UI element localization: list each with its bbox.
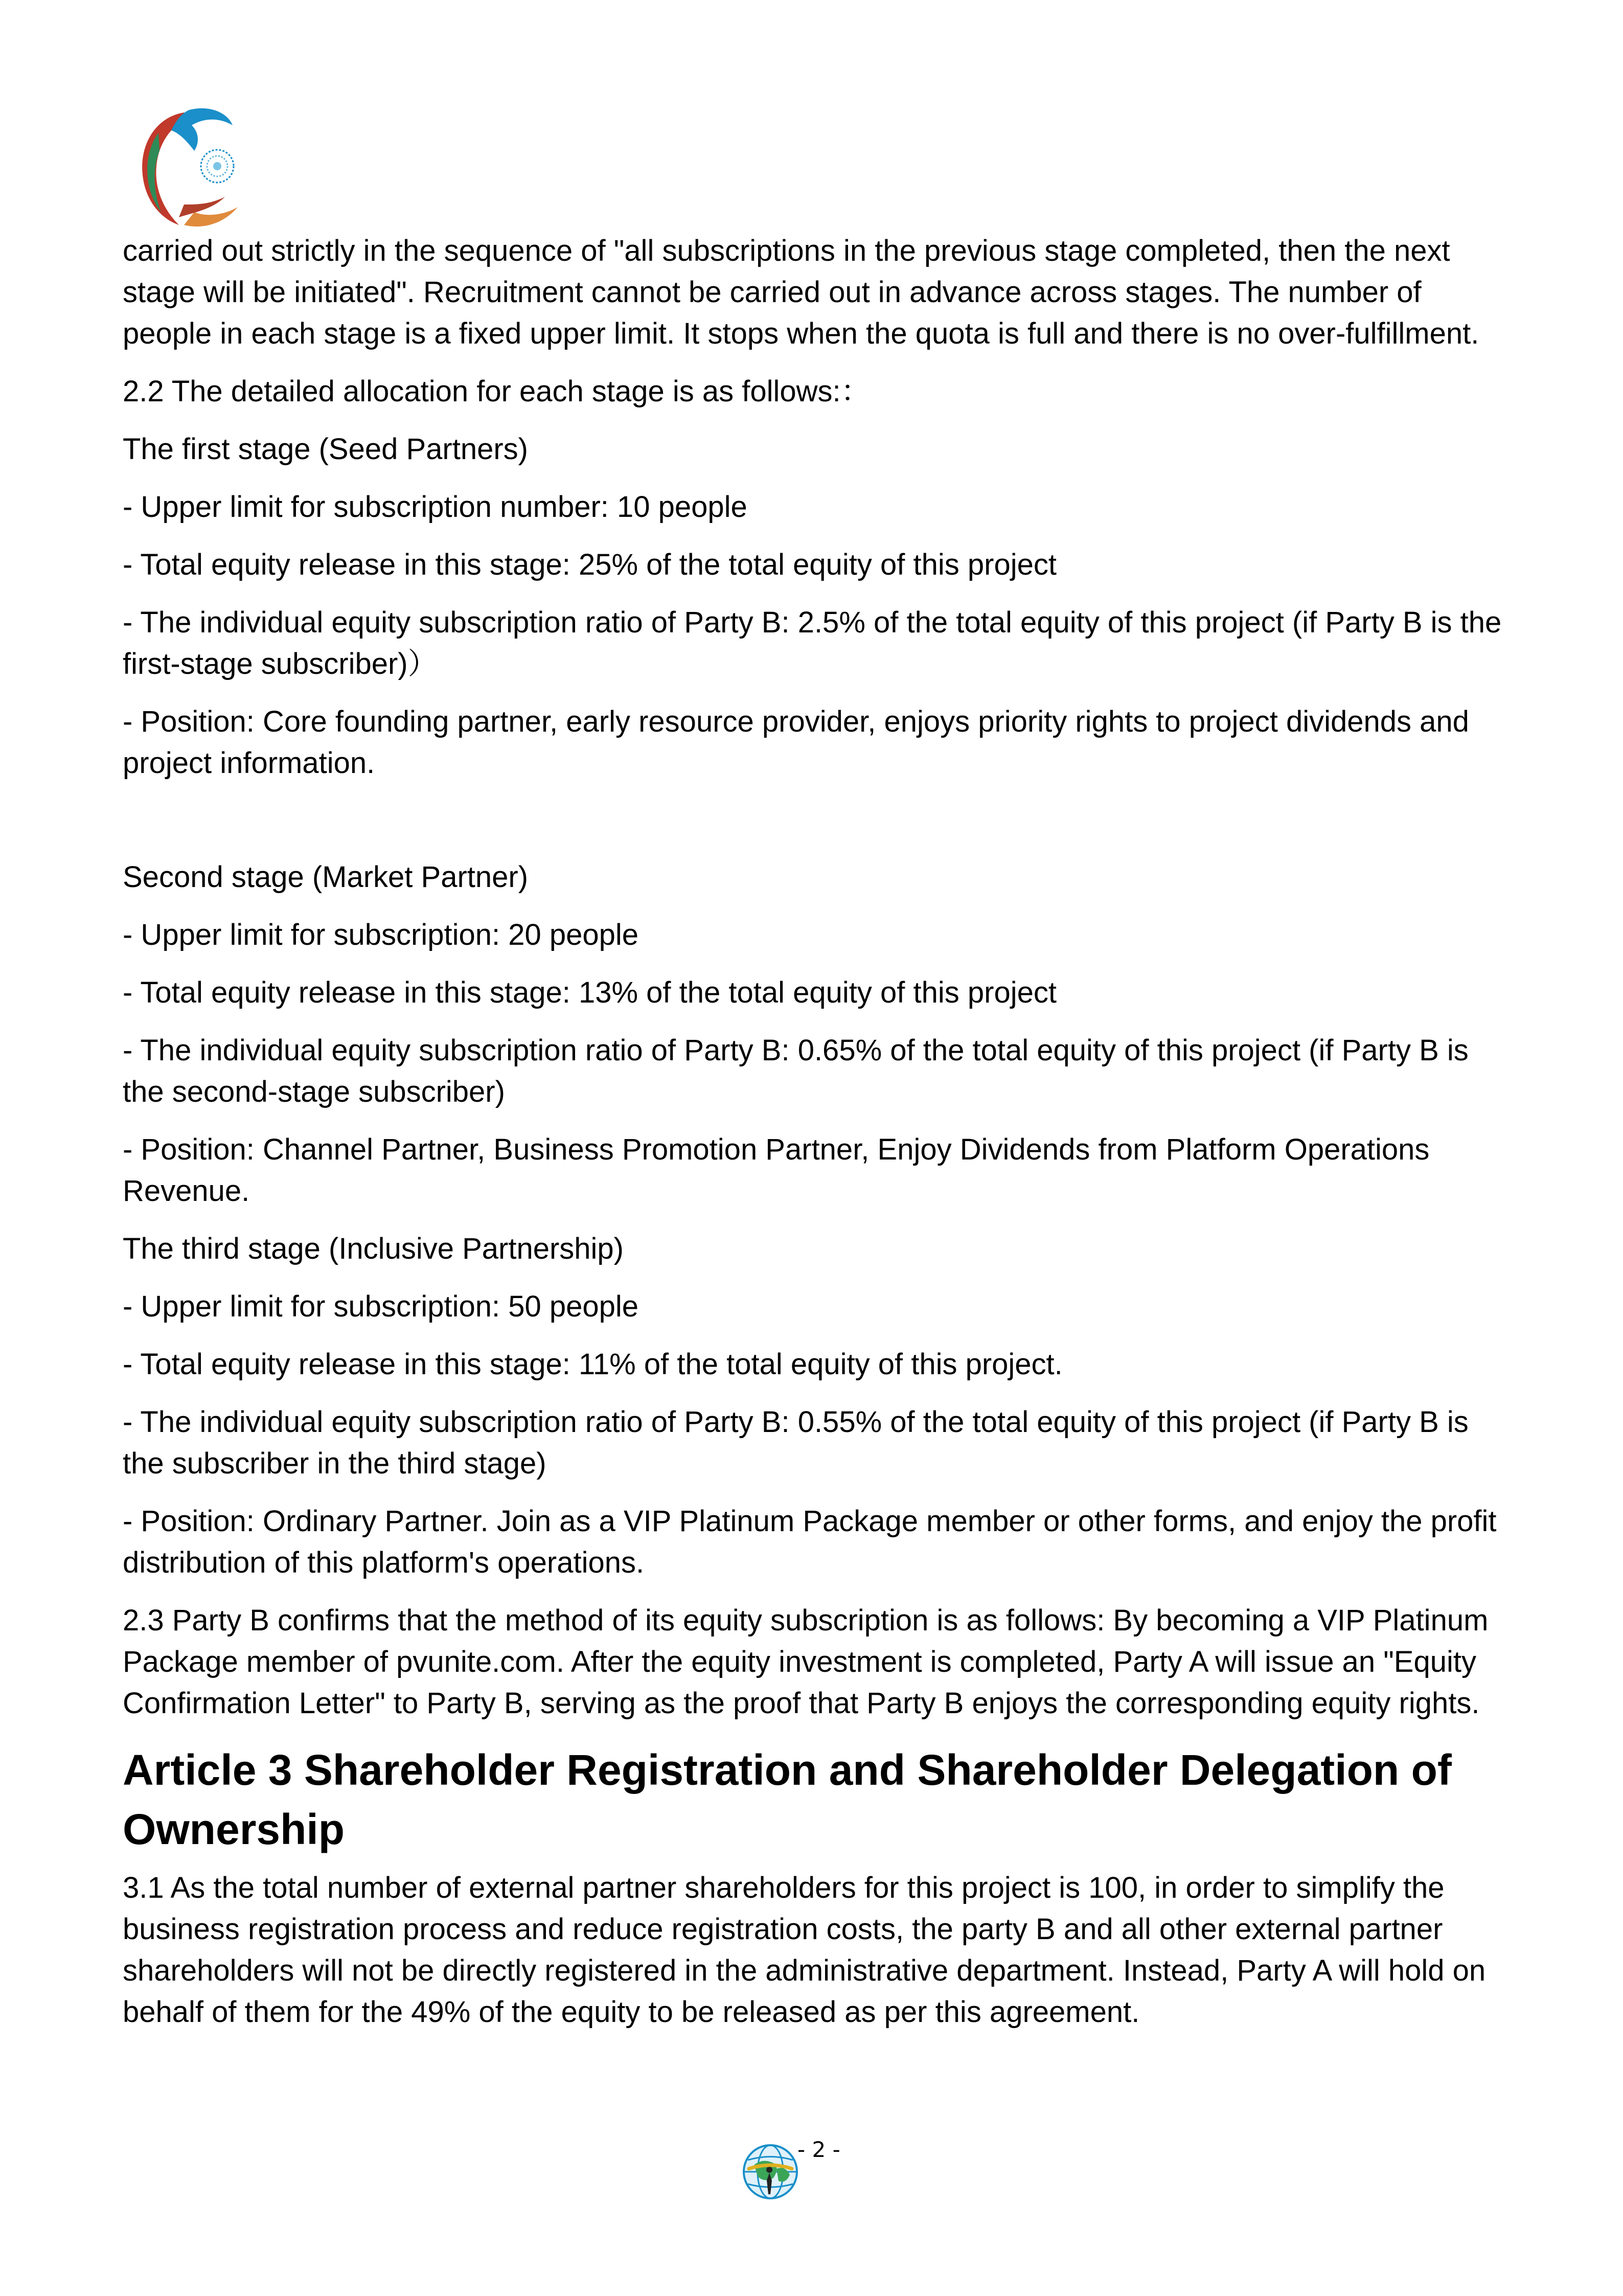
stage-1-individual-ratio: - The individual equity subscription ratio of Party B: 2.5% of the total equity of this project (if Party B is the first-stage subscriber)） (123, 606, 1502, 680)
page-number: - 2 - (797, 2137, 840, 2162)
document-body (123, 230, 1513, 2049)
stage-2-position: - Position: Channel Partner, Business Promotion Partner, Enjoy Dividends from Platform Operations Revenue. (123, 1133, 1430, 1208)
blank-line (123, 800, 1513, 856)
article-3-heading: Article 3 Shareholder Registration and Shareholder Delegation of Ownership (123, 1746, 1452, 1853)
stage-1-title: The first stage (Seed Partners) (123, 433, 528, 466)
stage-3-upper-limit: - Upper limit for subscription: 50 people (123, 1290, 639, 1323)
section-2-3: 2.3 Party B confirms that the method of its equity subscription is as follows: By becoming a VIP Platinum Package member of pvunite.com. After the equity investment is completed, Party A will issue an "Equity Confirmation Letter" to Party B, serving as the proof that Party B enjoys the corresponding equity rights. (123, 1604, 1489, 1720)
stage-2-upper-limit: - Upper limit for subscription: 20 people (123, 918, 639, 951)
stage-3-title: The third stage (Inclusive Partnership) (123, 1232, 624, 1265)
section-3-1: 3.1 As the total number of external partner shareholders for this project is 100, in order to simplify the business registration process and reduce registration costs, the party B and all other external partner shareholders will not be directly registered in the administrative department. Instead, Party A will hold on behalf of them for the 49% of the equity to be released as per this agreement. (123, 1871, 1486, 2029)
globe-logo (739, 2137, 805, 2203)
stage-3-equity-release: - Total equity release in this stage: 11% of the total equity of this project. (123, 1348, 1063, 1381)
stage-2-equity-release: - Total equity release in this stage: 13% of the total equity of this project (123, 976, 1057, 1009)
stage-1-equity-release: - Total equity release in this stage: 25% of the total equity of this project (123, 548, 1057, 581)
company-logo (123, 102, 261, 235)
stage-3-individual-ratio: - The individual equity subscription ratio of Party B: 0.55% of the total equity of this project (if Party B is the subscriber in the third stage) (123, 1405, 1469, 1480)
stage-2-individual-ratio: - The individual equity subscription ratio of Party B: 0.65% of the total equity of this project (if Party B is the second-stage subscriber) (123, 1034, 1469, 1108)
stage-3-position: - Position: Ordinary Partner. Join as a VIP Platinum Package member or other forms, and enjoy the profit distribution of this platform's operations. (123, 1505, 1497, 1579)
section-2-2-intro: 2.2 The detailed allocation for each stage is as follows:： (123, 375, 871, 408)
paragraph: carried out strictly in the sequence of "all subscriptions in the previous stage completed, then the next stage will be initiated". Recruitment cannot be carried out in advance across stages. The number of people in each stage is a fixed upper limit. It stops when the quota is full and there is no over-fulfillment. (123, 234, 1479, 350)
stage-1-upper-limit: - Upper limit for subscription number: 10 people (123, 490, 747, 524)
stage-1-position: - Position: Core founding partner, early resource provider, enjoys priority rights to project dividends and project information. (123, 705, 1469, 780)
stage-2-title: Second stage (Market Partner) (123, 860, 529, 894)
